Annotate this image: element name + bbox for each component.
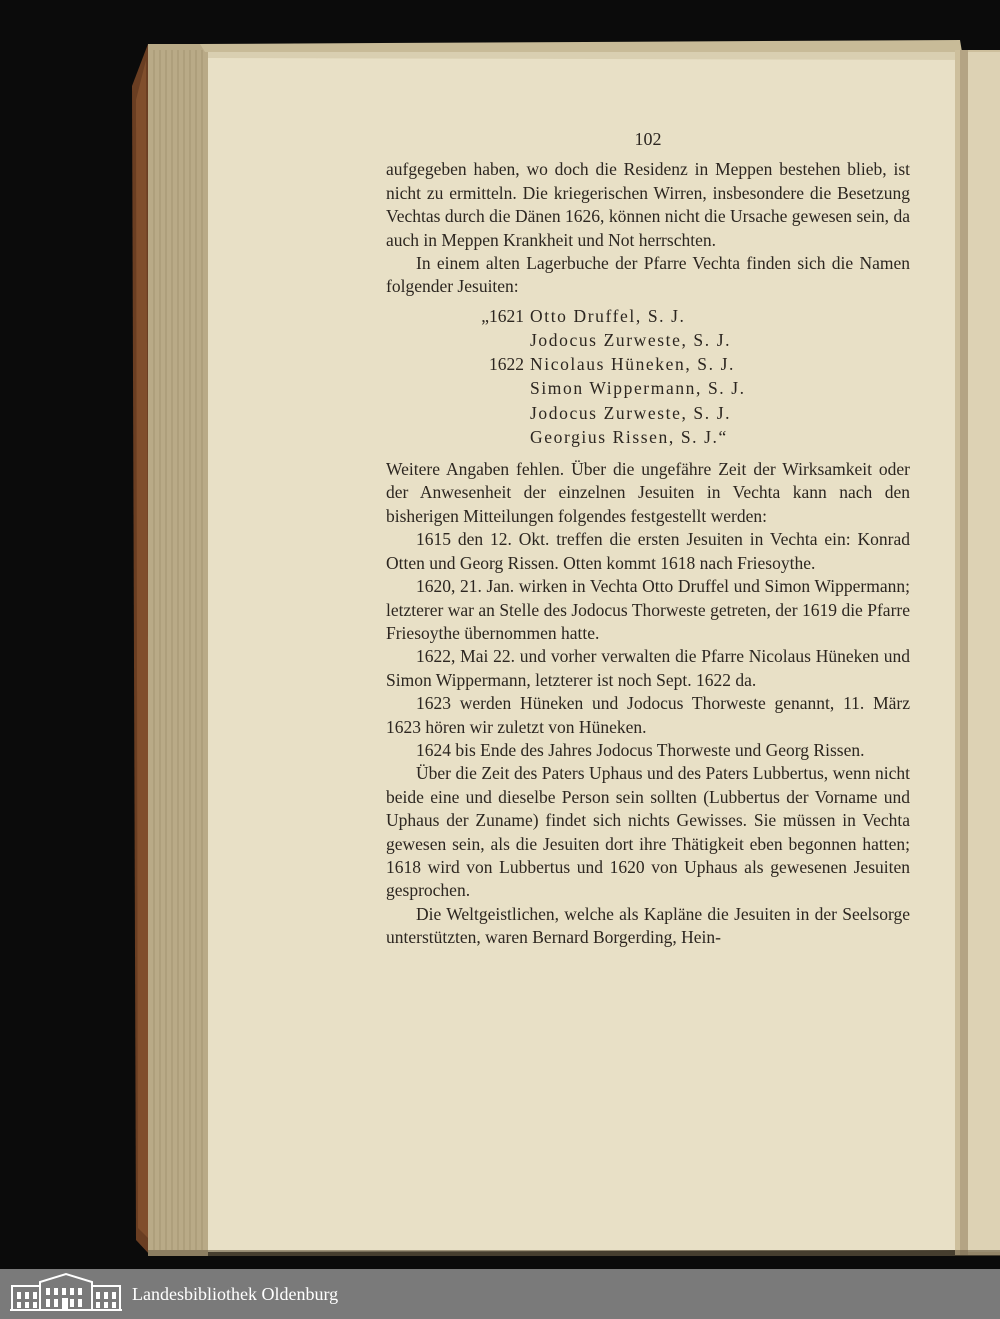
paragraph: 1624 bis Ende des Jahres Jodocus Thorweste und Georg Rissen.	[416, 739, 865, 760]
name-list-row	[476, 425, 910, 449]
name-list-entry: Simon Wippermann, S. J.	[530, 378, 746, 399]
paragraph: Über die Zeit des Paters Uphaus und des Paters Lubbertus, wenn nicht beide eine und dieselbe Person sein sollten (Lubbertus der Vorname und Uphaus der Zuname) findet sich nichts Gewisses. Sie müssen in Vechta gewesen sein, als die Jesuiten dort ihre Thätigkeit eben begonnen hatten; 1618 wird von Lubbertus und 1620 von Uphaus als gewesenen Jesuiten gesprochen.	[386, 763, 910, 901]
page-number: 102	[634, 129, 662, 149]
paragraph: Die Weltgeistlichen, welche als Kapläne die Jesuiten in der Seelsorge unterstützten, waren Bernard Borgerding, Hein-	[386, 903, 910, 948]
paragraph: 1615 den 12. Okt. treffen die ersten Jesuiten in Vechta ein: Konrad Otten und Georg Rissen. Otten kommt 1618 nach Friesoythe.	[386, 529, 910, 573]
library-building-icon	[10, 1272, 122, 1316]
paragraphs-after-list	[386, 458, 910, 950]
name-list-entry: Georgius Rissen, S. J.“	[530, 426, 728, 447]
paragraph: 1623 werden Hüneken und Jodocus Thorweste genannt, 11. März 1623 hören wir zuletzt von Hüneken.	[386, 693, 910, 737]
name-list-entry: Otto Druffel, S. J.	[530, 305, 686, 326]
name-list-year: „1621	[481, 305, 524, 326]
paragraph: In einem alten Lagerbuche der Pfarre Vechta finden sich die Namen folgender Jesuiten:	[386, 253, 910, 297]
name-list-row	[476, 376, 910, 400]
name-list-entry: Jodocus Zurweste, S. J.	[530, 330, 732, 351]
name-list-entry: Nicolaus Hüneken, S. J.	[530, 354, 735, 375]
footer-label: Landesbibliothek Oldenburg	[132, 1283, 339, 1304]
name-list-row	[476, 304, 910, 328]
name-list-year	[476, 376, 530, 400]
name-list-year: 1622	[489, 354, 524, 375]
name-list-row	[476, 328, 910, 352]
paragraph: Weitere Angaben fehlen. Über die ungefähre Zeit der Wirksamkeit oder der Anwesenheit der einzelnen Jesuiten in Vechta kann nach den bisherigen Mitteilungen folgendes festgestellt werden:	[386, 459, 910, 526]
jesuit-name-list	[476, 304, 910, 449]
paragraph: 1620, 21. Jan. wirken in Vechta Otto Druffel und Simon Wippermann; letzterer war an Stelle des Jodocus Thorweste getreten, der 1619 die Pfarre Friesoythe übernommen hatte.	[386, 576, 910, 643]
name-list-entry: Jodocus Zurweste, S. J.	[530, 402, 732, 423]
name-list-year	[476, 401, 530, 425]
footer-bar	[0, 1269, 1000, 1319]
name-list-row	[476, 401, 910, 425]
name-list-row	[476, 352, 910, 376]
paragraph: aufgegeben haben, wo doch die Residenz in Meppen bestehen blieb, ist nicht zu ermitteln. Die kriegerischen Wirren, insbesondere die Besetzung Vechtas durch die Dänen 1626, können nicht die Ursache gewesen sein, da auch in Meppen Krankheit und Not herrschten.	[386, 159, 910, 250]
name-list-year	[476, 425, 530, 449]
paragraph: 1622, Mai 22. und vorher verwalten die Pfarre Nicolaus Hüneken und Simon Wippermann, letzterer ist noch Sept. 1622 da.	[386, 646, 910, 690]
name-list-year	[476, 328, 530, 352]
paragraphs-before-list	[386, 158, 910, 298]
page-content	[386, 128, 910, 950]
